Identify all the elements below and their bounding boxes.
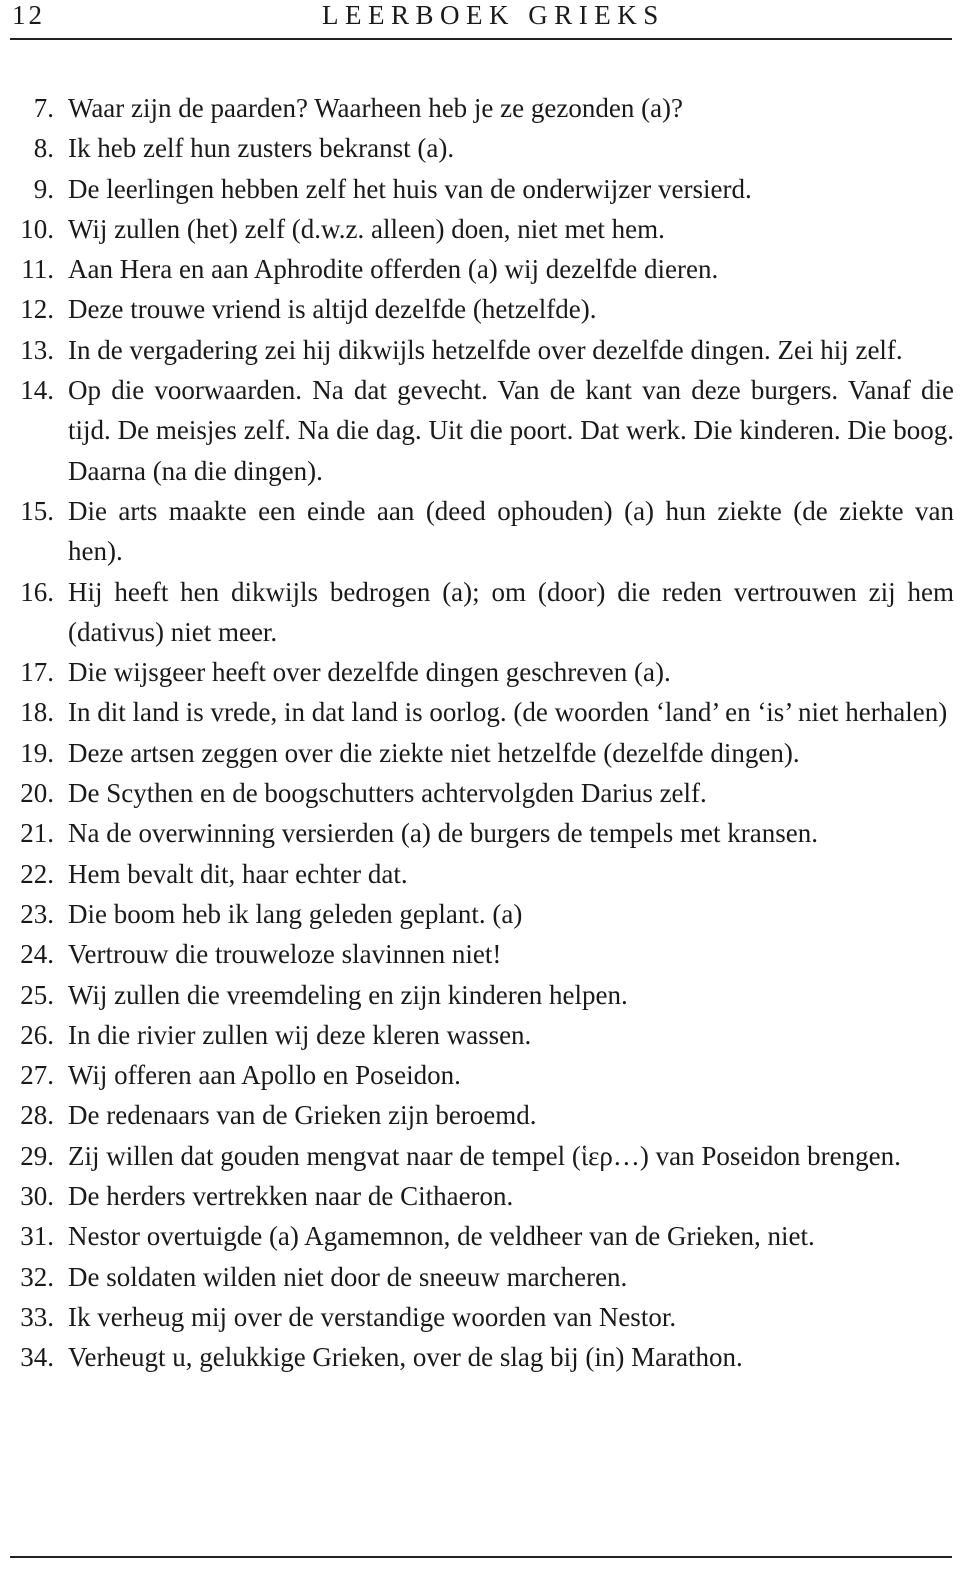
exercise-item <box>14 1015 954 1055</box>
exercise-text: De redenaars van de Grieken zijn beroemd. <box>68 1100 537 1131</box>
exercise-number: 14. <box>20 375 54 406</box>
exercise-number: 26. <box>20 1019 54 1050</box>
exercise-text: De herders vertrekken naar de Cithaeron. <box>68 1181 514 1212</box>
exercise-item <box>14 1095 954 1135</box>
header-divider <box>10 38 952 40</box>
exercise-item <box>14 894 954 934</box>
exercise-item <box>14 934 954 974</box>
exercise-item <box>14 88 954 128</box>
exercise-item <box>14 773 954 813</box>
exercise-text: Hem bevalt dit, haar echter dat. <box>68 858 408 889</box>
exercise-number: 21. <box>20 818 54 849</box>
exercise-text: Verheugt u, gelukkige Grieken, over de slag bij (in) Marathon. <box>68 1342 743 1373</box>
exercise-text: Na de overwinning versierden (a) de burgers de tempels met kransen. <box>68 818 818 849</box>
exercise-number: 18. <box>20 697 54 728</box>
exercise-number: 11. <box>21 254 54 285</box>
exercise-item <box>14 491 954 572</box>
exercise-number: 33. <box>20 1301 54 1332</box>
exercise-number: 16. <box>20 576 54 607</box>
exercise-text: Wij zullen die vreemdeling en zijn kinderen helpen. <box>68 979 628 1010</box>
exercise-item <box>14 1337 954 1377</box>
exercise-number: 12. <box>20 294 54 325</box>
exercise-item <box>14 813 954 853</box>
exercise-number: 13. <box>20 334 54 365</box>
exercise-number: 17. <box>20 657 54 688</box>
exercise-number: 27. <box>20 1060 54 1091</box>
exercise-text: In die rivier zullen wij deze kleren wassen. <box>68 1019 532 1050</box>
exercise-text: Ik verheug mij over de verstandige woorden van Nestor. <box>68 1301 677 1332</box>
exercise-item <box>14 1055 954 1095</box>
running-title: LEERBOEK GRIEKS <box>322 0 665 30</box>
exercise-text: Die arts maakte een einde aan (deed ophouden) (a) hun ziekte (de ziekte van hen). <box>68 495 954 567</box>
exercise-number: 15. <box>20 495 54 526</box>
exercise-list <box>14 88 954 1378</box>
exercise-number: 10. <box>20 213 54 244</box>
exercise-number: 23. <box>20 898 54 929</box>
exercise-number: 19. <box>20 737 54 768</box>
exercise-text: Wij offeren aan Apollo en Poseidon. <box>68 1060 461 1091</box>
exercise-text: Die wijsgeer heeft over dezelfde dingen geschreven (a). <box>68 657 671 688</box>
exercise-text: Waar zijn de paarden? Waarheen heb je ze gezonden (a)? <box>68 93 684 123</box>
page-number: 12 <box>12 0 45 30</box>
exercise-item <box>14 652 954 692</box>
exercise-text: In de vergadering zei hij dikwijls hetzelfde over dezelfde dingen. Zei hij zelf. <box>68 334 903 365</box>
exercise-text: In dit land is vrede, in dat land is oorlog. (de woorden ‘land’ en ‘is’ niet herhalen) <box>68 697 948 728</box>
exercise-number: 25. <box>20 979 54 1010</box>
exercise-number: 24. <box>20 939 54 970</box>
exercise-number: 31. <box>20 1221 54 1252</box>
page-header <box>12 0 948 38</box>
exercise-item <box>14 330 954 370</box>
exercise-item <box>14 249 954 289</box>
exercise-number: 8. <box>33 133 54 164</box>
exercise-text: De soldaten wilden niet door de sneeuw marcheren. <box>68 1261 628 1292</box>
exercise-item <box>14 854 954 894</box>
exercise-number: 30. <box>20 1181 54 1212</box>
exercise-number: 28. <box>20 1100 54 1131</box>
exercise-number: 22. <box>20 858 54 889</box>
exercise-text: De Scythen en de boogschutters achtervolgden Darius zelf. <box>68 778 707 809</box>
exercise-text: De leerlingen hebben zelf het huis van de onderwijzer versierd. <box>68 173 752 204</box>
exercise-text: Nestor overtuigde (a) Agamemnon, de veldheer van de Grieken, niet. <box>68 1221 815 1252</box>
exercise-text: Ik heb zelf hun zusters bekranst (a). <box>68 133 455 164</box>
exercise-text: Vertrouw die trouweloze slavinnen niet! <box>68 939 502 970</box>
exercise-number: 34. <box>20 1342 54 1373</box>
exercise-item <box>14 169 954 209</box>
exercise-text: Aan Hera en aan Aphrodite offerden (a) wij dezelfde dieren. <box>68 254 719 285</box>
exercise-number: 32. <box>20 1261 54 1292</box>
exercise-text: Op die voorwaarden. Na dat gevecht. Van de kant van deze burgers. Vanaf die tijd. De meisjes zelf. Na die dag. Uit die poort. Dat werk. Die kinderen. Die boog. Daarna (na die dingen). <box>68 375 954 486</box>
exercise-text: Deze trouwe vriend is altijd dezelfde (hetzelfde). <box>68 294 597 325</box>
exercise-item <box>14 128 954 168</box>
exercise-number: 7. <box>33 93 54 123</box>
exercise-number: 20. <box>20 778 54 809</box>
exercise-text: Wij zullen (het) zelf (d.w.z. alleen) doen, niet met hem. <box>68 213 665 244</box>
exercise-item <box>14 1176 954 1216</box>
exercise-item <box>14 975 954 1015</box>
exercise-text: Hij heeft hen dikwijls bedrogen (a); om (door) die reden vertrouwen zij hem (dativus) niet meer. <box>68 576 954 647</box>
exercise-number: 9. <box>33 173 54 204</box>
exercise-number: 29. <box>20 1140 54 1171</box>
footer-divider <box>10 1556 952 1558</box>
exercise-item <box>14 209 954 249</box>
exercise-item <box>14 1216 954 1256</box>
exercise-item <box>14 1297 954 1337</box>
exercise-item <box>14 1136 954 1176</box>
exercise-text: Deze artsen zeggen over die ziekte niet hetzelfde (dezelfde dingen). <box>68 737 800 768</box>
exercise-item <box>14 289 954 329</box>
exercise-item <box>14 370 954 491</box>
exercise-text: Zij willen dat gouden mengvat naar de tempel (ἱερ…) van Poseidon brengen. <box>68 1140 901 1171</box>
exercise-item <box>14 733 954 773</box>
exercise-text: Die boom heb ik lang geleden geplant. (a) <box>68 898 523 929</box>
exercise-item <box>14 572 954 653</box>
exercise-item <box>14 692 954 732</box>
exercise-item <box>14 1257 954 1297</box>
